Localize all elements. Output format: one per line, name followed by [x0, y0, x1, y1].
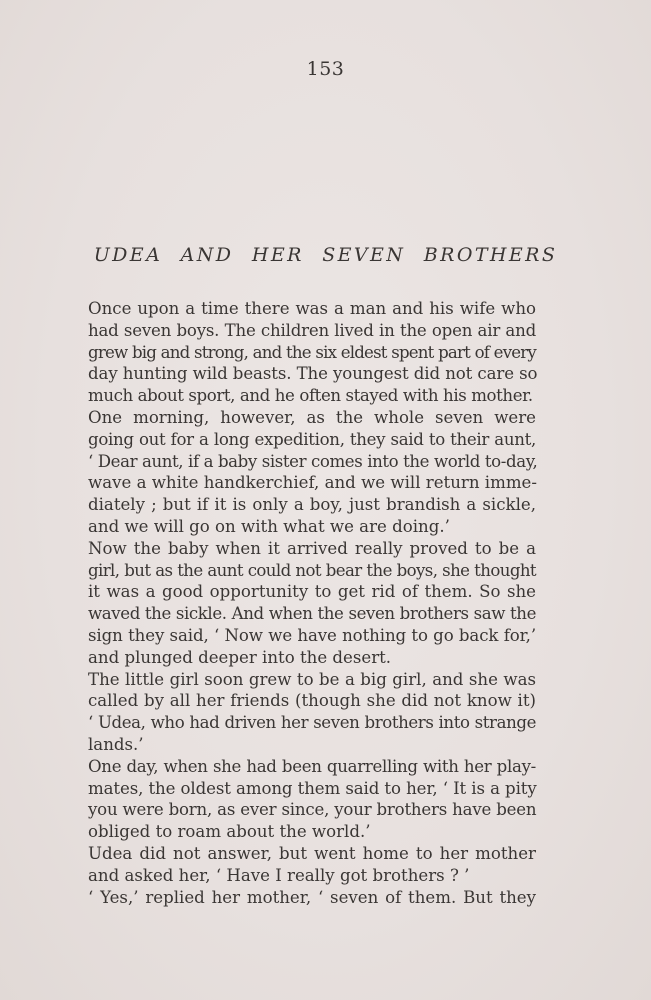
text-line: obliged to roam about the world.’	[88, 822, 371, 842]
text-line: diately ; but if it is only a boy, just brandish a sickle,	[88, 495, 536, 515]
text-line: it was a good opportunity to get rid of them. So she	[88, 582, 536, 602]
text-line: grew big and strong, and the six eldest spent part of every	[88, 342, 536, 362]
text-line: going out for a long expedition, they said to their aunt,	[88, 429, 536, 449]
text-line: mates, the oldest among them said to her, ‘ It is a pity	[88, 778, 537, 798]
text-line: you were born, as ever since, your brothers have been	[88, 800, 537, 820]
text-line: ‘ Yes,’ replied her mother, ‘ seven of them. But they	[88, 887, 536, 907]
text-line: The little girl soon grew to be a big girl, and she was	[88, 669, 536, 689]
text-line: had seven boys. The children lived in the open air and	[88, 320, 536, 340]
text-line: Udea did not answer, but went home to her mother	[88, 843, 536, 863]
text-line: lands.’	[88, 734, 144, 754]
text-line: One day, when she had been quarrelling with her play-	[88, 756, 536, 776]
page-number: 153	[306, 58, 345, 80]
text-line: girl, but as the aunt could not bear the boys, she thought	[88, 560, 536, 580]
text-line: day hunting wild beasts. The youngest did not care so	[88, 364, 538, 384]
text-line: and asked her, ‘ Have I really got brothers ? ’	[88, 865, 470, 885]
text-line: sign they said, ‘ Now we have nothing to go back for,’	[88, 625, 536, 645]
text-line: waved the sickle. And when the seven brothers saw the	[88, 604, 536, 624]
chapter-title: UDEA AND HER SEVEN BROTHERS	[93, 244, 558, 266]
text-line: Once upon a time there was a man and his wife who	[88, 299, 536, 318]
text-line: much about sport, and he often stayed with his mother.	[88, 386, 533, 406]
text-line: wave a white handkerchief, and we will return imme-	[88, 473, 537, 493]
text-line: and we will go on with what we are doing.’	[88, 516, 450, 536]
body-text	[88, 298, 536, 908]
text-line: One morning, however, as the whole seven were	[88, 407, 536, 427]
text-line: and plunged deeper into the desert.	[88, 647, 392, 667]
text-line: called by all her friends (though she did not know it)	[88, 691, 536, 711]
text-line: Now the baby when it arrived really proved to be a	[88, 538, 536, 558]
text-line: ‘ Udea, who had driven her seven brothers into strange	[88, 713, 536, 733]
text-line: ‘ Dear aunt, if a baby sister comes into the world to-day,	[88, 451, 538, 471]
